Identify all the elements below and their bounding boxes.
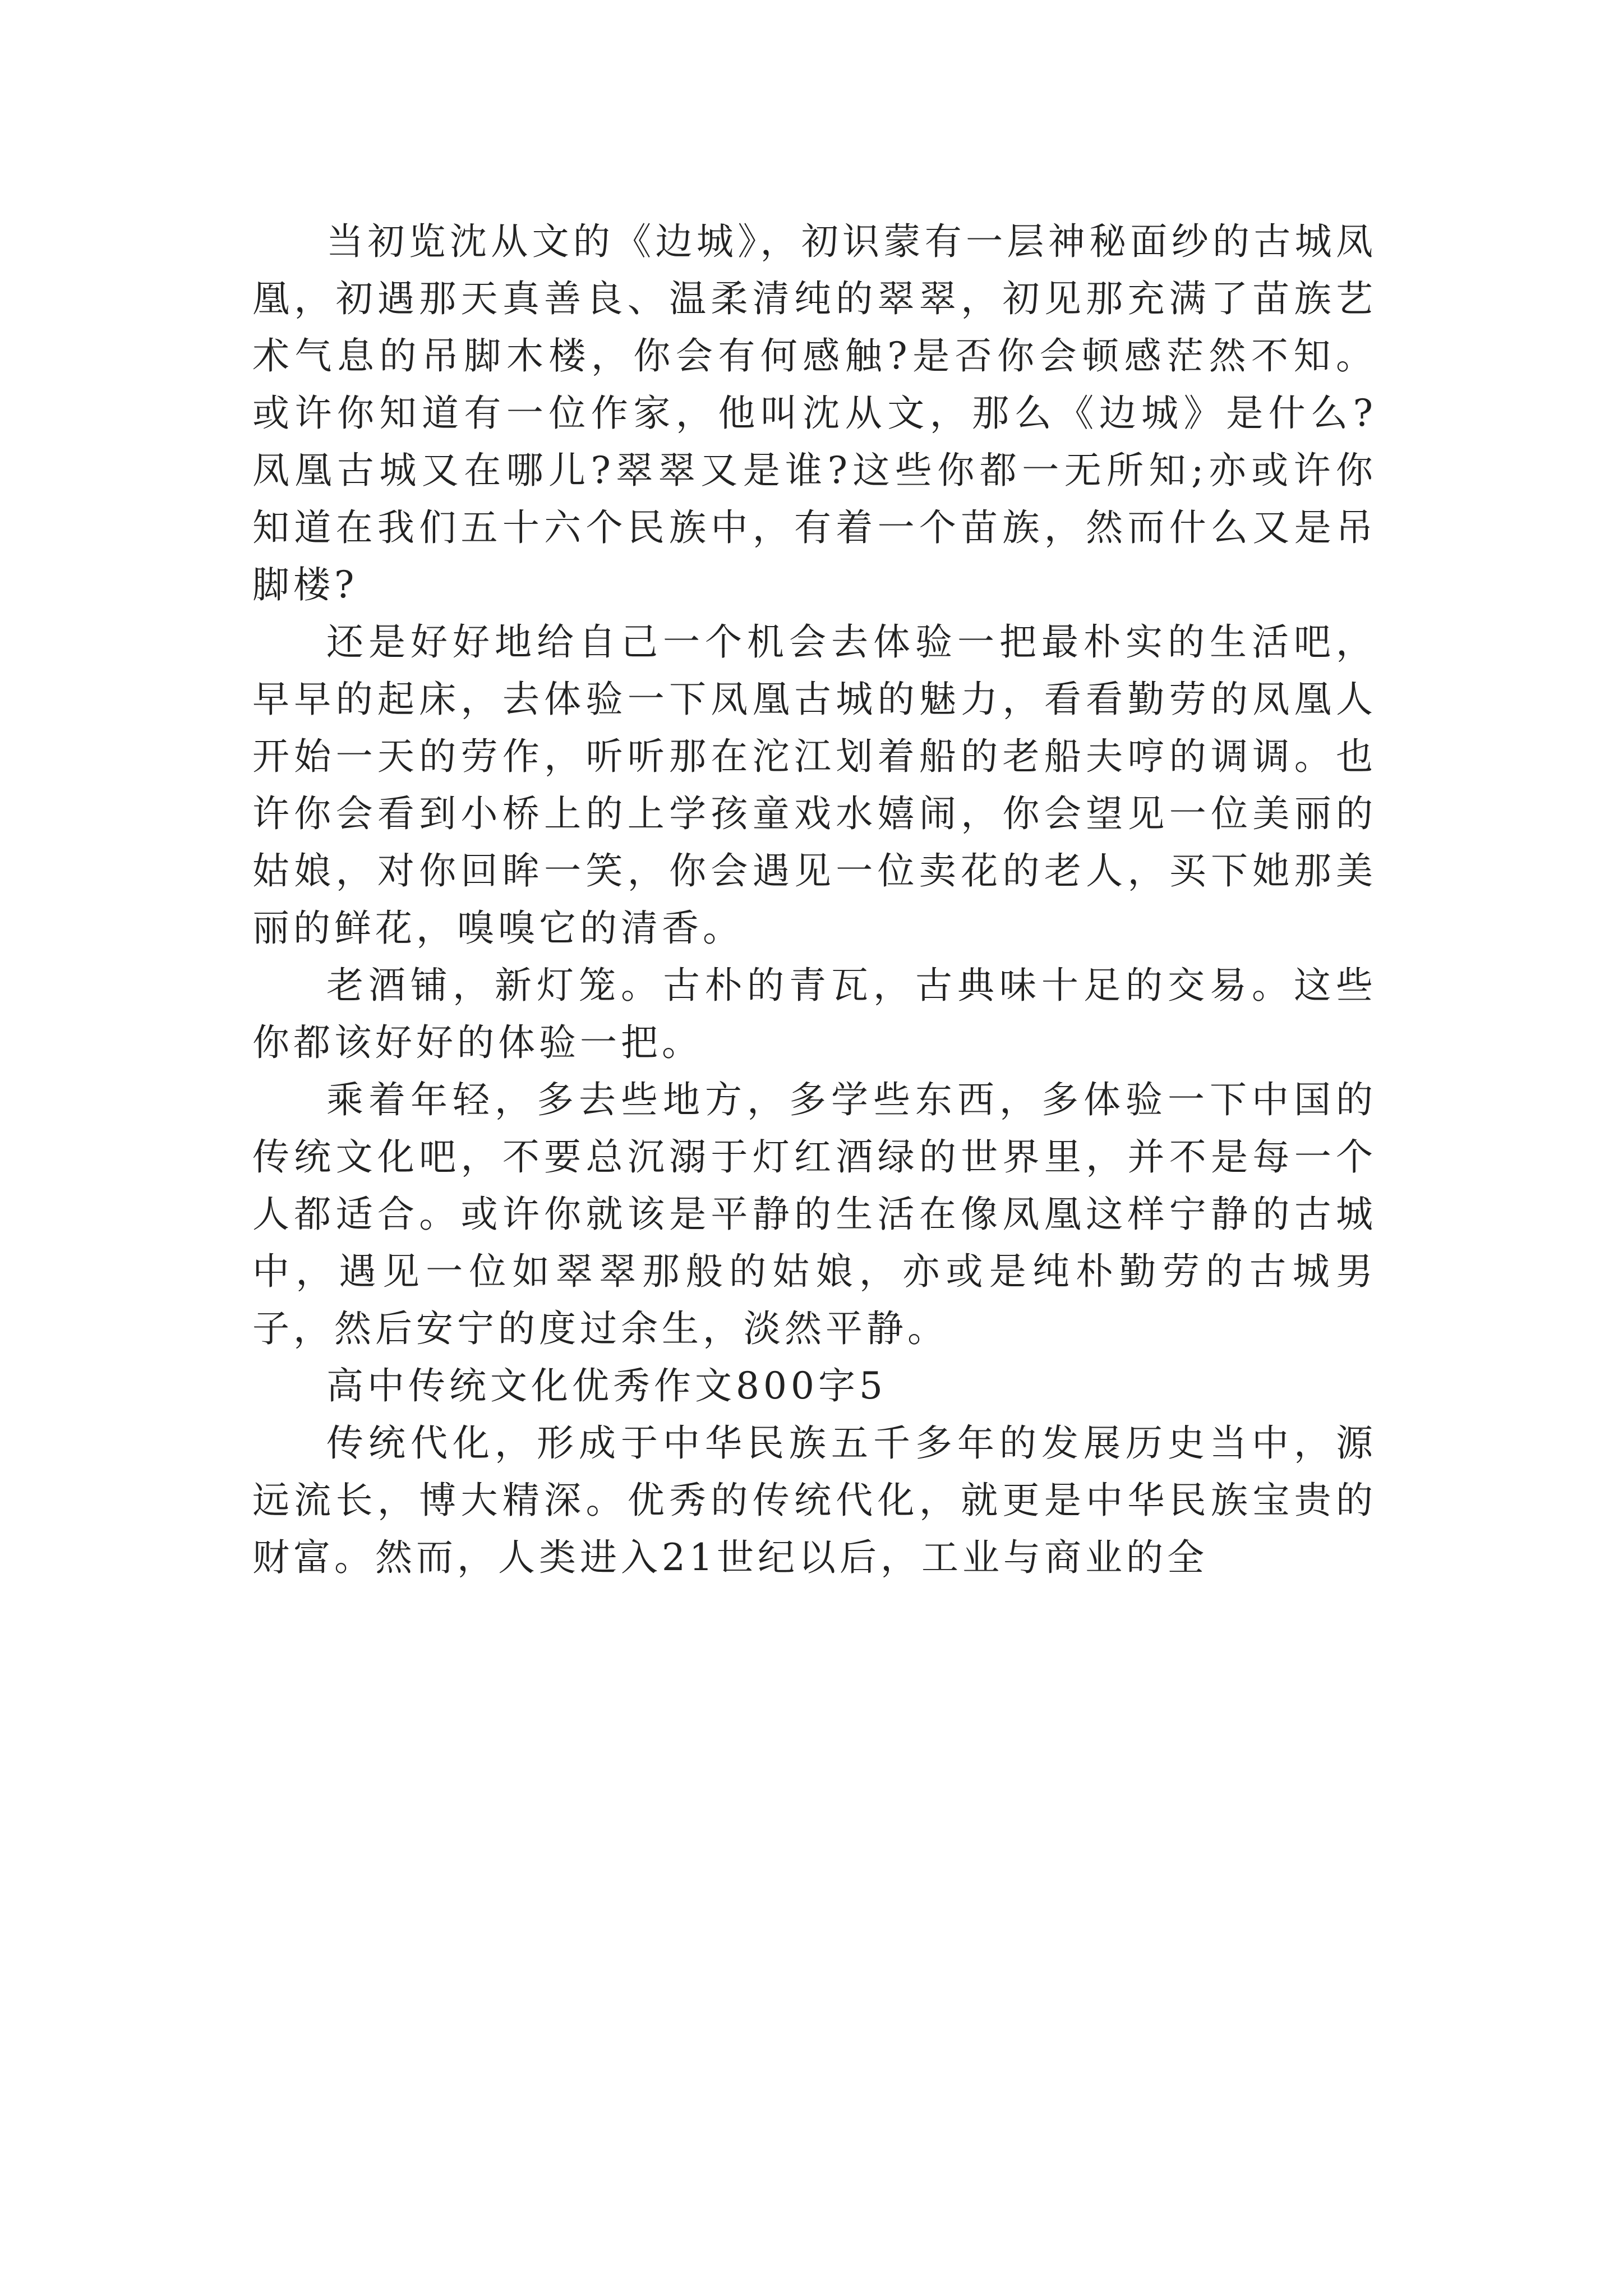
article-body xyxy=(252,213,1377,1586)
paragraph-3: 老酒铺，新灯笼。古朴的青瓦，古典味十足的交易。这些你都该好好的体验一把。 xyxy=(252,964,1377,1064)
paragraph-4: 乘着年轻，多去些地方，多学些东西，多体验一下中国的传统文化吧，不要总沉溺于灯红酒绿的世界里，并不是每一个人都适合。或许你就该是平静的生活在像凤凰这样宁静的古城中，遇见一位如翠翠那般的姑娘，亦或是纯朴勤劳的古城男子，然后安宁的度过余生，淡然平静。 xyxy=(252,1078,1377,1350)
section-heading: 高中传统文化优秀作文800字5 xyxy=(326,1364,887,1407)
paragraph-5: 传统代化，形成于中华民族五千多年的发展历史当中，源远流长，博大精深。优秀的传统代化，就更是中华民族宝贵的财富。然而，人类进入21世纪以后，工业与商业的全 xyxy=(252,1421,1377,1579)
paragraph-2: 还是好好地给自己一个机会去体验一把最朴实的生活吧，早早的起床，去体验一下凤凰古城的魅力，看看勤劳的凤凰人开始一天的劳作，听听那在沱江划着船的老船夫哼的调调。也许你会看到小桥上的上学孩童戏水嬉闹，你会望见一位美丽的姑娘，对你回眸一笑，你会遇见一位卖花的老人，买下她那美丽的鲜花，嗅嗅它的清香。 xyxy=(252,620,1377,950)
paragraph-1: 当初览沈从文的《边城》，初识蒙有一层神秘面纱的古城凤凰，初遇那天真善良、温柔清纯的翠翠，初见那充满了苗族艺术气息的吊脚木楼，你会有何感触?是否你会顿感茫然不知。或许你知道有一位作家，他叫沈从文，那么《边城》是什么?凤凰古城又在哪儿?翠翠又是谁?这些你都一无所知;亦或许你知道在我们五十六个民族中，有着一个苗族，然而什么又是吊脚楼? xyxy=(252,220,1377,606)
